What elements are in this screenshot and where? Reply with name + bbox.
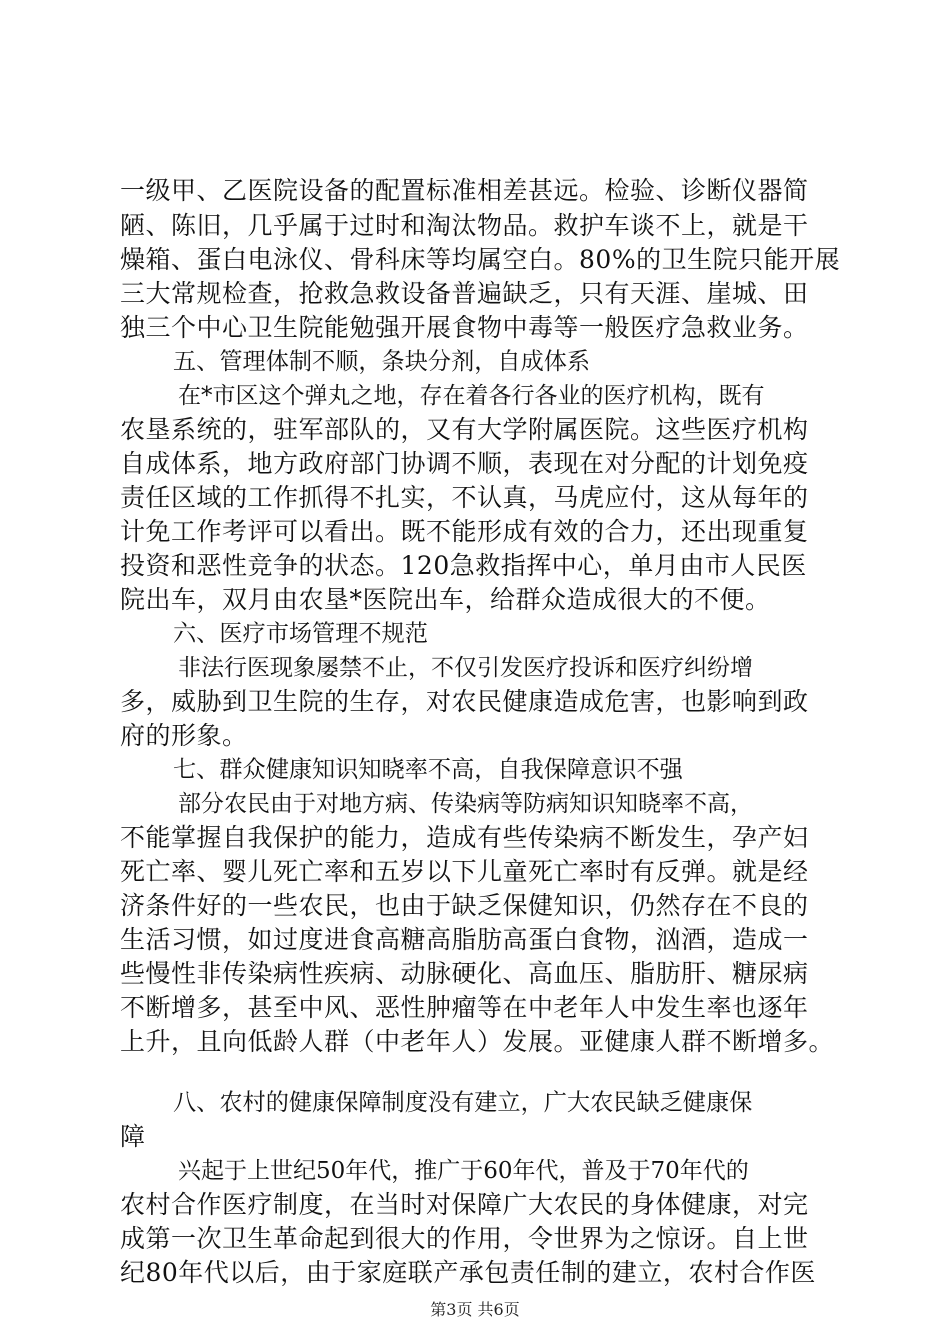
body-line: 责任区域的工作抓得不扎实，不认真，马虎应付，这从每年的	[120, 483, 809, 512]
body-line: 一级甲、乙医院设备的配置标准相差甚远。检验、诊断仪器简	[120, 176, 809, 205]
body-line: 兴起于上世纪50年代，推广于60年代，普及于70年代的	[178, 1158, 749, 1184]
body-line: 三大常规检查，抢救急救设备普遍缺乏，只有天涯、崖城、田	[120, 279, 809, 308]
body-line: 独三个中心卫生院能勉强开展食物中毒等一般医疗急救业务。	[120, 313, 809, 342]
body-line: 生活习惯，如过度进食高糖高脂肪高蛋白食物，汹酒，造成一	[120, 925, 809, 954]
body-line: 济条件好的一些农民，也由于缺乏保健知识，仍然存在不良的	[120, 891, 809, 920]
body-line: 府的形象。	[120, 721, 248, 750]
section-heading: 七、群众健康知识知晓率不高，自我保障意识不强	[173, 756, 683, 783]
section-heading: 八、农村的健康保障制度没有建立，广大农民缺乏健康保	[173, 1089, 753, 1116]
body-line: 成第一次卫生革命起到很大的作用，令世界为之惊讶。自上世	[120, 1224, 809, 1253]
body-line: 不能掌握自我保护的能力，造成有些传染病不断发生，孕产妇	[120, 823, 809, 852]
body-line: 部分农民由于对地方病、传染病等防病知识知晓率不高，	[178, 791, 753, 817]
body-line: 投资和恶性竞争的状态。120急救指挥中心，单月由市人民医	[120, 551, 807, 580]
body-line: 农垦系统的，驻军部队的，又有大学附属医院。这些医疗机构	[120, 415, 809, 444]
section-heading: 五、管理体制不顺，条块分剂，自成体系	[173, 348, 591, 375]
body-line: 计免工作考评可以看出。既不能形成有效的合力，还出现重复	[120, 517, 809, 546]
body-line: 非法行医现象屡禁不止，不仅引发医疗投诉和医疗纠纷增	[178, 655, 753, 681]
body-line: 燥箱、蛋白电泳仪、骨科床等均属空白。80%的卫生院只能开展	[120, 245, 841, 274]
section-heading: 六、医疗市场管理不规范	[173, 620, 428, 647]
body-line: 死亡率、婴儿死亡率和五岁以下儿童死亡率时有反弹。就是经	[120, 857, 809, 886]
body-line: 院出车，双月由农垦*医院出车，给群众造成很大的不便。	[120, 585, 771, 614]
body-line: 纪80年代以后，由于家庭联产承包责任制的建立，农村合作医	[120, 1258, 816, 1287]
body-line: 上升，且向低龄人群（中老年人）发展。亚健康人群不断增多。	[120, 1027, 835, 1056]
body-line: 农村合作医疗制度，在当时对保障广大农民的身体健康，对完	[120, 1190, 809, 1219]
body-line: 不断增多，甚至中风、恶性肿瘤等在中老年人中发生率也逐年	[120, 993, 809, 1022]
body-line: 多，威胁到卫生院的生存，对农民健康造成危害，也影响到政	[120, 687, 809, 716]
section-heading-continued: 障	[120, 1122, 146, 1151]
body-line: 在*市区这个弹丸之地，存在着各行各业的医疗机构，既有	[178, 383, 765, 409]
body-line: 自成体系，地方政府部门协调不顺，表现在对分配的计划免疫	[120, 449, 809, 478]
body-line: 些慢性非传染病性疾病、动脉硬化、高血压、脂肪肝、糖尿病	[120, 959, 809, 988]
body-line: 陋、陈旧，几乎属于过时和淘汰物品。救护车谈不上，就是干	[120, 211, 809, 240]
page-footer: 第3页 共6页	[430, 1300, 520, 1319]
